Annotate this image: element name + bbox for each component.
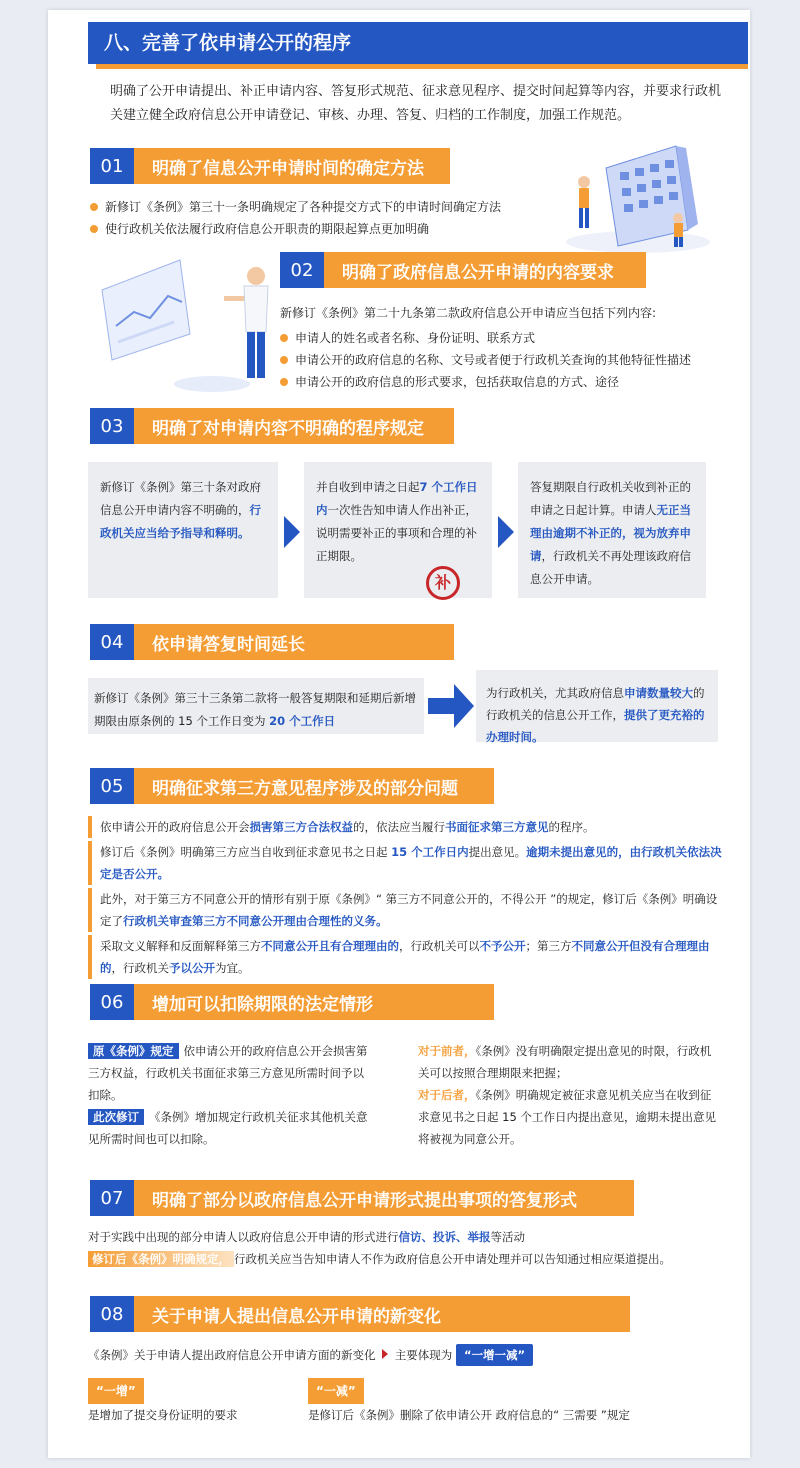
latter-note: 对于后者，《条例》明确规定被征求意见机关应当在收到征求意见书之日起 15 个工作日内提出意见，逾期未提出意见将被视为同意公开。 bbox=[418, 1088, 716, 1146]
section-title: 增加可以扣除期限的法定情形 bbox=[134, 984, 494, 1020]
paragraph-item: 采取文义解释和反面解释第三方不同意公开且有合理理由的，行政机关可以不予公开；第三方不同意公开但没有合理理由的，行政机关予以公开为宜。 bbox=[88, 935, 728, 979]
arrow-right-icon bbox=[428, 682, 476, 730]
triangle-right-icon bbox=[382, 1349, 388, 1359]
extension-before-box: 新修订《条例》第三十三条第二款将一般答复期限和延期后新增期限由原条例的 15 个工作日变为 20 个工作日 bbox=[88, 678, 424, 734]
bullet-icon bbox=[90, 225, 98, 233]
list-item: 申请人的姓名或者名称、身份证明、联系方式 bbox=[280, 327, 730, 349]
section-title: 明确征求第三方意见程序涉及的部分问题 bbox=[134, 768, 494, 804]
bullet-icon bbox=[280, 356, 288, 364]
section-05-content bbox=[88, 816, 728, 982]
list-item: 申请公开的政府信息的形式要求，包括获取信息的方式、途径 bbox=[280, 371, 730, 393]
one-remove-block: “一减” 是修订后《条例》删除了依申请公开 政府信息的“ 三需要 ”规定 bbox=[308, 1378, 728, 1426]
section-title: 明确了政府信息公开申请的内容要求 bbox=[324, 252, 646, 288]
one-add-one-remove-badge: “一增一减” bbox=[456, 1344, 533, 1366]
one-add-block: “一增” 是增加了提交身份证明的要求 bbox=[88, 1378, 288, 1426]
original-rule: 原《条例》规定 依申请公开的政府信息公开会损害第三方权益，行政机关书面征求第三方意见所需时间予以扣除。 bbox=[88, 1044, 368, 1102]
bullet-icon bbox=[90, 203, 98, 211]
section-07-line-1: 对于实践中出现的部分申请人以政府信息公开申请的形式进行信访、投诉、举报等活动 bbox=[88, 1230, 525, 1244]
section-number: 06 bbox=[90, 984, 134, 1020]
section-01-header bbox=[90, 148, 450, 184]
section-title: 依申请答复时间延长 bbox=[134, 624, 454, 660]
section-03-header bbox=[90, 408, 454, 444]
section-08-lead: 《条例》关于申请人提出政府信息公开申请方面的新变化 主要体现为 “一增一减” bbox=[88, 1344, 728, 1366]
document-page bbox=[48, 10, 750, 1458]
paragraph-item: 依申请公开的政府信息公开会损害第三方合法权益的，依法应当履行书面征求第三方意见的程序。 bbox=[88, 816, 728, 838]
revision-rule: 此次修订 《条例》增加规定行政机关征求其他机关意见所需时间也可以扣除。 bbox=[88, 1110, 368, 1146]
paragraph-item: 修订后《条例》明确第三方应当自收到征求意见书之日起 15 个工作日内提出意见。逾期未提出意见的，由行政机关依法决定是否公开。 bbox=[88, 841, 728, 885]
section-06-header bbox=[90, 984, 494, 1020]
section-title: 明确了部分以政府信息公开申请形式提出事项的答复形式 bbox=[134, 1180, 634, 1216]
list-item: 使行政机关依法履行政府信息公开职责的期限起算点更加明确 bbox=[90, 218, 550, 240]
section-number: 02 bbox=[280, 252, 324, 288]
section-number: 07 bbox=[90, 1180, 134, 1216]
section-title: 明确了对申请内容不明确的程序规定 bbox=[134, 408, 454, 444]
step-box-3: 答复期限自行政机关收到补正的申请之日起计算。申请人无正当理由逾期不补正的，视为放弃申请，行政机关不再处理该政府信息公开申请。 bbox=[518, 462, 706, 598]
section-04-header bbox=[90, 624, 454, 660]
section-02-lead: 新修订《条例》第二十九条第二款政府信息公开申请应当包括下列内容: bbox=[280, 306, 657, 320]
chapter-banner: 八、完善了依申请公开的程序 bbox=[88, 22, 748, 64]
stamp-icon: 补 bbox=[426, 566, 460, 600]
presenter-illustration-icon bbox=[94, 256, 274, 396]
section-07-header bbox=[90, 1180, 634, 1216]
section-number: 08 bbox=[90, 1296, 134, 1332]
bullet-icon bbox=[280, 378, 288, 386]
section-number: 05 bbox=[90, 768, 134, 804]
step-box-2: 并自收到申请之日起7 个工作日内一次性告知申请人作出补正，说明需要补正的事项和合理的补正期限。 补 bbox=[304, 462, 492, 598]
section-number: 01 bbox=[90, 148, 134, 184]
section-06-left bbox=[88, 1040, 368, 1150]
bullet-icon bbox=[280, 334, 288, 342]
arrow-right-icon bbox=[284, 516, 300, 548]
section-08-header bbox=[90, 1296, 630, 1332]
section-title: 关于申请人提出信息公开申请的新变化 bbox=[134, 1296, 630, 1332]
section-01-list bbox=[90, 196, 550, 240]
calendar-illustration-icon bbox=[548, 138, 728, 256]
arrow-right-icon bbox=[498, 516, 514, 548]
section-07-content bbox=[88, 1226, 738, 1270]
section-02-content bbox=[280, 302, 730, 393]
section-title: 明确了信息公开申请时间的确定方法 bbox=[134, 148, 450, 184]
section-02-header bbox=[280, 252, 646, 288]
section-number: 03 bbox=[90, 408, 134, 444]
section-06-right bbox=[418, 1040, 722, 1150]
section-07-line-2: 修订后《条例》明确规定， 行政机关应当告知申请人不作为政府信息公开申请处理并可以告知通过相应渠道提出。 bbox=[88, 1248, 738, 1270]
paragraph-item: 此外，对于第三方不同意公开的情形有别于原《条例》“ 第三方不同意公开的，不得公开 ”的规定，修订后《条例》明确设定了行政机关审查第三方不同意公开理由合理性的义务。 bbox=[88, 888, 728, 932]
former-note: 对于前者，《条例》没有明确限定提出意见的时限，行政机关可以按照合理期限来把握； bbox=[418, 1044, 712, 1080]
list-item: 新修订《条例》第三十一条明确规定了各种提交方式下的申请时间确定方法 bbox=[90, 196, 550, 218]
list-item: 申请公开的政府信息的名称、文号或者便于行政机关查询的其他特征性描述 bbox=[280, 349, 730, 371]
step-box-1: 新修订《条例》第三十条对政府信息公开申请内容不明确的，行政机关应当给予指导和释明。 bbox=[88, 462, 278, 598]
banner-underline bbox=[96, 64, 748, 69]
extension-after-box: 为行政机关，尤其政府信息申请数量较大的行政机关的信息公开工作，提供了更充裕的办理时间。 bbox=[476, 670, 718, 742]
intro-paragraph: 明确了公开申请提出、补正申请内容、答复形式规范、征求意见程序、提交时间起算等内容，并要求行政机关建立健全政府信息公开申请登记、审核、办理、答复、归档的工作制度，加强工作规范。 bbox=[110, 84, 722, 123]
section-05-header bbox=[90, 768, 494, 804]
section-number: 04 bbox=[90, 624, 134, 660]
